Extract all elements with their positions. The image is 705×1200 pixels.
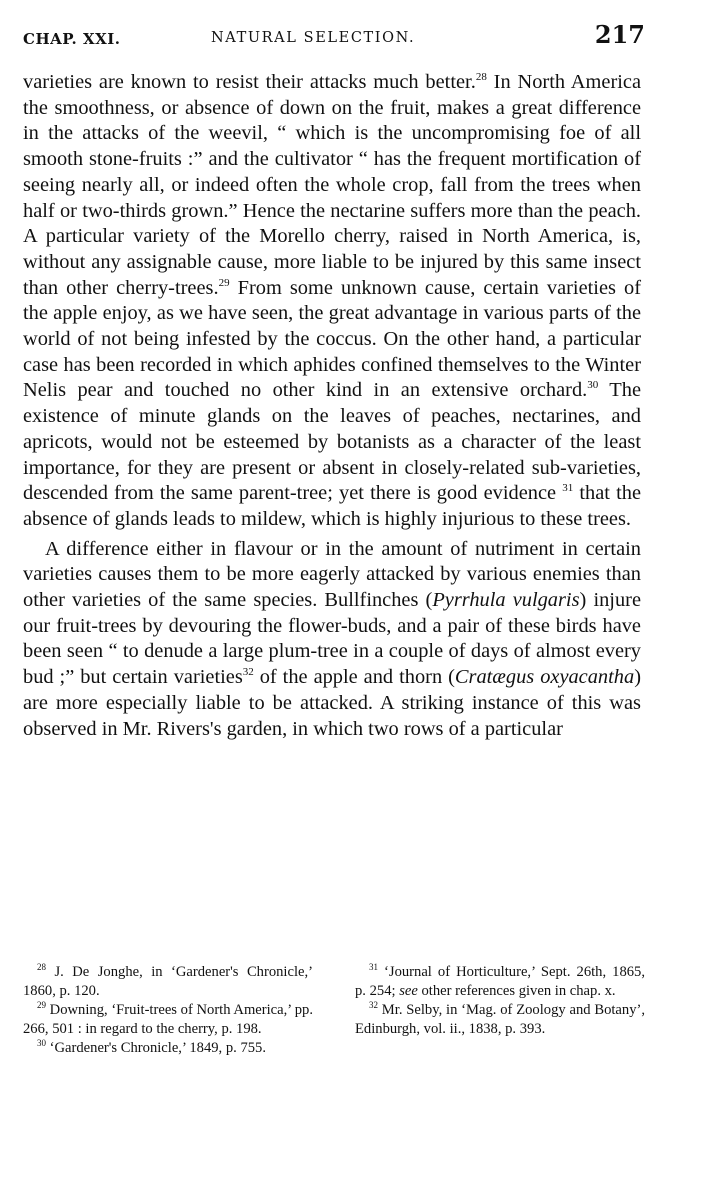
text-run: In North America the smoothness, or absence of down on the fruit, makes a great difference in the attacks of the weevil, “ which is the uncompromising foe of all smooth stone-fruits :” and the cultivator “ has the frequent mortification of seeing nearly all, or indeed often the whole crop, fall from the trees when half or two-thirds grown.” Hence the nectarine suffers more than the peach. A particular variety of the Morello cherry, raised in North America, is, without any assignable cause, more liable to be injured by this same insect than other cherry-trees. [23,71,641,299]
page-header [23,20,645,52]
note-reference: 29 [218,276,230,289]
page-number: 217 [594,20,645,49]
running-title: NATURAL SELECTION. [211,30,416,46]
text-run: Downing, ‘Fruit-trees of North America,’ pp. 266, 501 : in regard to the cherry, p. 198. [23,1002,313,1037]
footnotes [23,963,645,1059]
paragraph [23,537,641,743]
footnote [355,963,645,1000]
text-run: The existence of minute glands on the leaves of peaches, nectarines, and apricots, would not be esteemed by botanists as a character of the least importance, for they are present or absent in closely-related sub-varieties, descended from the same parent-tree; yet there is good evidence [23,379,641,505]
body-text [23,70,641,742]
text-run: ‘Gardener's Chronicle,’ 1849, p. 755. [46,1040,266,1056]
paragraph [23,70,641,533]
text-run: of the apple and thorn ( [253,666,455,689]
italic-text: see [399,982,418,999]
note-reference: 28 [475,71,487,84]
footnote-column-right [355,963,645,1059]
footnote [355,1001,645,1038]
footnote [23,963,313,1000]
note-reference: 28 [37,962,46,973]
text-run: ) injure our fruit-trees by devouring the flower-buds, and a pair of these birds have been seen “ to denude a large plum-tree in a couple of days of almost every bud ;” but certain varieties [23,589,642,689]
text-run: ) are more especially liable to be attacked. A striking instance of this was observed in Mr. Rivers's garden, in which two rows of a particular [23,666,641,740]
text-run: From some unknown cause, certain varieties of the apple enjoy, as we have seen, the great advantage in various parts of the world of not being infested by the coccus. On the other hand, a particular case has been recorded in which aphides confined themselves to the Winter Nelis pear and touched no other kind in an extensive orchard. [23,276,641,402]
note-reference: 31 [369,962,378,973]
footnote [23,1001,313,1038]
note-reference: 29 [37,1000,46,1011]
note-reference: 31 [562,482,574,495]
text-run: A difference either in flavour or in the amount of nutriment in certain varieties causes them to be more eagerly attacked by various enemies than other varieties of the same species. Bullfinches ( [23,537,641,612]
text-run: ‘Journal of Horticulture,’ Sept. 26th, 1865, p. 254; [355,964,645,999]
text-run: other references given in chap. x. [417,982,616,999]
note-reference: 30 [37,1038,46,1049]
chapter-label: CHAP. XXI. [23,30,121,48]
text-run: J. De Jonghe, in ‘Gardener's Chronicle,’ 1860, p. 120. [23,964,313,999]
note-reference: 30 [587,379,599,392]
text-run: that the absence of glands leads to mildew, which is highly injurious to these trees. [23,482,642,530]
italic-text: Pyrrhula vulgaris [432,589,580,612]
footnote-column-left [23,963,313,1059]
note-reference: 32 [369,1000,378,1011]
note-reference: 32 [242,666,254,679]
text-run: varieties are known to resist their attacks much better. [23,71,476,93]
italic-text: Cratægus oxyacantha [454,666,635,689]
text-run: Mr. Selby, in ‘Mag. of Zoology and Botany’, Edinburgh, vol. ii., 1838, p. 393. [355,1002,645,1037]
footnote [23,1039,313,1058]
